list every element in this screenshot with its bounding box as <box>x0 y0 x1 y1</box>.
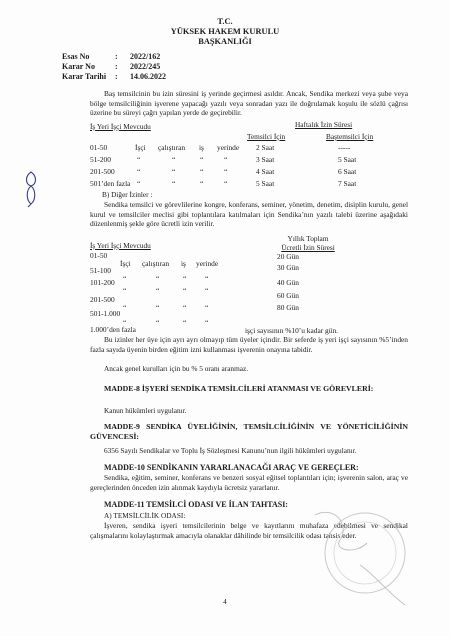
article-8-body: Kanun hükümleri uygulanır. <box>104 406 187 415</box>
meta-sep: : <box>115 72 118 81</box>
article-9-title: MADDE-9 SENDİKA ÜYELİĞİNİN, TEMSİLCİLİĞİNİN VE YÖNETİCİLİĞİNİN GÜVENCESİ: <box>90 422 408 441</box>
table1-right-title: Haftalık İzin Süresi <box>295 120 353 129</box>
document-page: T.C. YÜKSEK HAKEM KURULU BAŞKANLIĞI Esas No : 2022/162 Karar No : 2022/245 Karar Tarihi : 14.06.2022 Baş temsilcinin bu izin süresini iş yerinde geçirmesi asıldır. Ancak, Sendika merkezi veya şube veya bölge temsilciliğinin işverene yapacağı yazılı veya sonradan yazı ile doğrulamak koşulu ile sözlü çağrısı üzerine bu süreyi çağrı yapılan yerde de geçirebilir. İş Yeri İşçi Mevcudu Haftalık İzin Süresi Temsilci İçin Baştemsilci İçin 01-50 İşçi çalıştıran iş yerinde 2 Saat ----- 51-200 “ “ “ “ 3 Saat 5 Saat 201-500 “ “ “ “ 4 Saat 6 Saat 501’den fazla “ “ “ “ 5 Saat 7 Saat B) Diğer İzinler : Sendika temsilci ve görevlilerine kongre, konferans, seminer, yönetim, denetim, disiplin kurulu, genel kurul ve temsilciler meclisi gibi toplantılara katılmaları için Sendika’nın yazılı talebi üzerine aşağıdaki düzenlenmiş şekle göre ücretli izin verilir. Yıllık Toplam İş Yeri İşçi Mevcudu Ücretli İzin Süresi 01-50 İşçi çalıştıran iş yerinde 20 Gün 51-100 “ “ “ “ 30 Gün 101-200 “ “ “ “ 40 Gün 201-500 “ “ “ “ 60 Gün 501-1.000 80 Gün 1.000’den fazla “ “ “ “ işçi sayısının %10’u kadar gün. Bu izinler her üye için ayrı ayrı olmayıp tüm üyeler içindir. Bir seferde iş yeri işçi sayısının %5’inden fazla sayıda üyenin birden eğitim izni kullanması işverenin onayına tabidir. Ancak genel kurulları için bu % 5 oranı aranmaz. MADDE-8 İŞYERİ SENDİKA TEMSİLCİLERİ ATANMASI VE GÖREVLERİ: Kanun hükümleri uygulanır. MADDE-9 SENDİKA ÜYELİĞİNİN, TEMSİLCİLİĞİNİN VE YÖNETİCİLİĞİNİN GÜVENCESİ: 6356 Sayılı Sendikalar ve Toplu İş Sözleşmesi Kanunu’nun ilgili hükümleri uygulanır. MADDE-10 SENDİKANIN YARARLANACAĞI ARAÇ VE GEREÇLER: Sendika, eğitim, seminer, konferans ve benzeri sosyal eğitsel toplantıları için; işverenin salon, araç ve gereçlerinden önceden izin alınmak kaydıyla ücretsiz yararlanır. MADDE-11 TEMSİLCİ ODASI VE İLAN TAHTASI: A) TEMSİLCİLİK ODASI: İşveren, sendika işyeri temsilcilerinin belge ve kayıtlarını muhafaza edebilmesi ve sendikal çalışmalarını kolaylaştırmak amacıyla olanaklar dâhilinde bir temsilcilik odası tahsis eder. 4 <box>0 0 450 636</box>
table1-col-a: Temsilci İçin <box>247 132 286 141</box>
page-number: 4 <box>223 597 227 606</box>
article-11-subtitle: A) TEMSİLCİLİK ODASI: <box>104 511 186 520</box>
table1-col-b: Baştemsilci İçin <box>326 132 374 141</box>
meta-sep: : <box>115 52 118 61</box>
meta-label: Karar Tarihi <box>62 72 107 81</box>
meta-value: 2022/162 <box>130 52 161 61</box>
article-11-body: İşveren, sendika işyeri temsilcilerinin belge ve kayıtlarını muhafaza edebilmesi ve sendikal çalışmalarını kolaylaştırmak amacıyla olanaklar dâhilinde bir temsilcilik odası tahsis eder. <box>90 521 408 540</box>
intro-paragraph: Baş temsilcinin bu izin süresini iş yerinde geçirmesi asıldır. Ancak, Sendika merkezi veya şube veya bölge temsilciliğinin işverene yapacağı yazılı veya sonradan yazı ile doğrulamak koşulu ile sözlü çağrısı üzerine bu süreyi çağrı yapılan yerde de geçirebilir. <box>90 89 408 118</box>
table2-right-title-2: Ücretli İzin Süresi <box>281 243 335 252</box>
table2-note: Bu izinler her üye için ayrı ayrı olmayıp tüm üyeler içindir. Bir seferde iş yeri işçi sayısının %5’inden fazla sayıda üyenin birden eğitim izni kullanması işverenin onayına tabidir. <box>90 335 408 354</box>
article-11-title: MADDE-11 TEMSİLCİ ODASI VE İLAN TAHTASI: <box>104 500 288 509</box>
table1-left-title: İş Yeri İşçi Mevcudu <box>90 122 151 131</box>
meta-value: 14.06.2022 <box>130 72 166 81</box>
header-line-3: BAŞKANLIĞI <box>198 37 252 46</box>
header-line-1: T.C. <box>217 17 233 26</box>
article-9-body: 6356 Sayılı Sendikalar ve Toplu İş Sözleşmesi Kanunu’nun ilgili hükümleri uygulanır. <box>104 446 357 455</box>
stamp-signature-icon <box>305 495 415 615</box>
meta-label: Esas No <box>62 52 90 61</box>
header-line-2: YÜKSEK HAKEM KURULU <box>170 27 280 36</box>
table2-right-title-1: Yıllık Toplam <box>287 234 329 243</box>
article-10-body: Sendika, eğitim, seminer, konferans ve benzeri sosyal eğitsel toplantıları için; işverenin salon, araç ve gereçlerinden önceden izin alınmak kaydıyla ücretsiz yararlanır. <box>90 473 408 492</box>
table2-left-title: İş Yeri İşçi Mevcudu <box>90 241 151 250</box>
other-leave-paragraph: Sendika temsilci ve görevlilerine kongre, konferans, seminer, yönetim, denetim, disiplin kurulu, genel kurul ve temsilciler meclisi gibi toplantılara katılmaları için Sendika’nın yazılı talebi üzerine aşağıdaki düzenlenmiş şekle göre ücretli izin verilir. <box>90 200 408 229</box>
article-8-title: MADDE-8 İŞYERİ SENDİKA TEMSİLCİLERİ ATANMASI VE GÖREVLERİ: <box>104 384 374 393</box>
article-10-title: MADDE-10 SENDİKANIN YARARLANACAĞI ARAÇ VE GEREÇLER: <box>104 463 359 472</box>
handwritten-mark-icon <box>22 170 40 208</box>
meta-sep: : <box>115 62 118 71</box>
meta-value: 2022/245 <box>130 62 161 71</box>
quorum-note: Ancak genel kurulları için bu % 5 oranı aranmaz. <box>104 364 249 373</box>
meta-label: Karar No <box>62 62 95 71</box>
other-leave-heading: B) Diğer İzinler : <box>102 190 153 199</box>
